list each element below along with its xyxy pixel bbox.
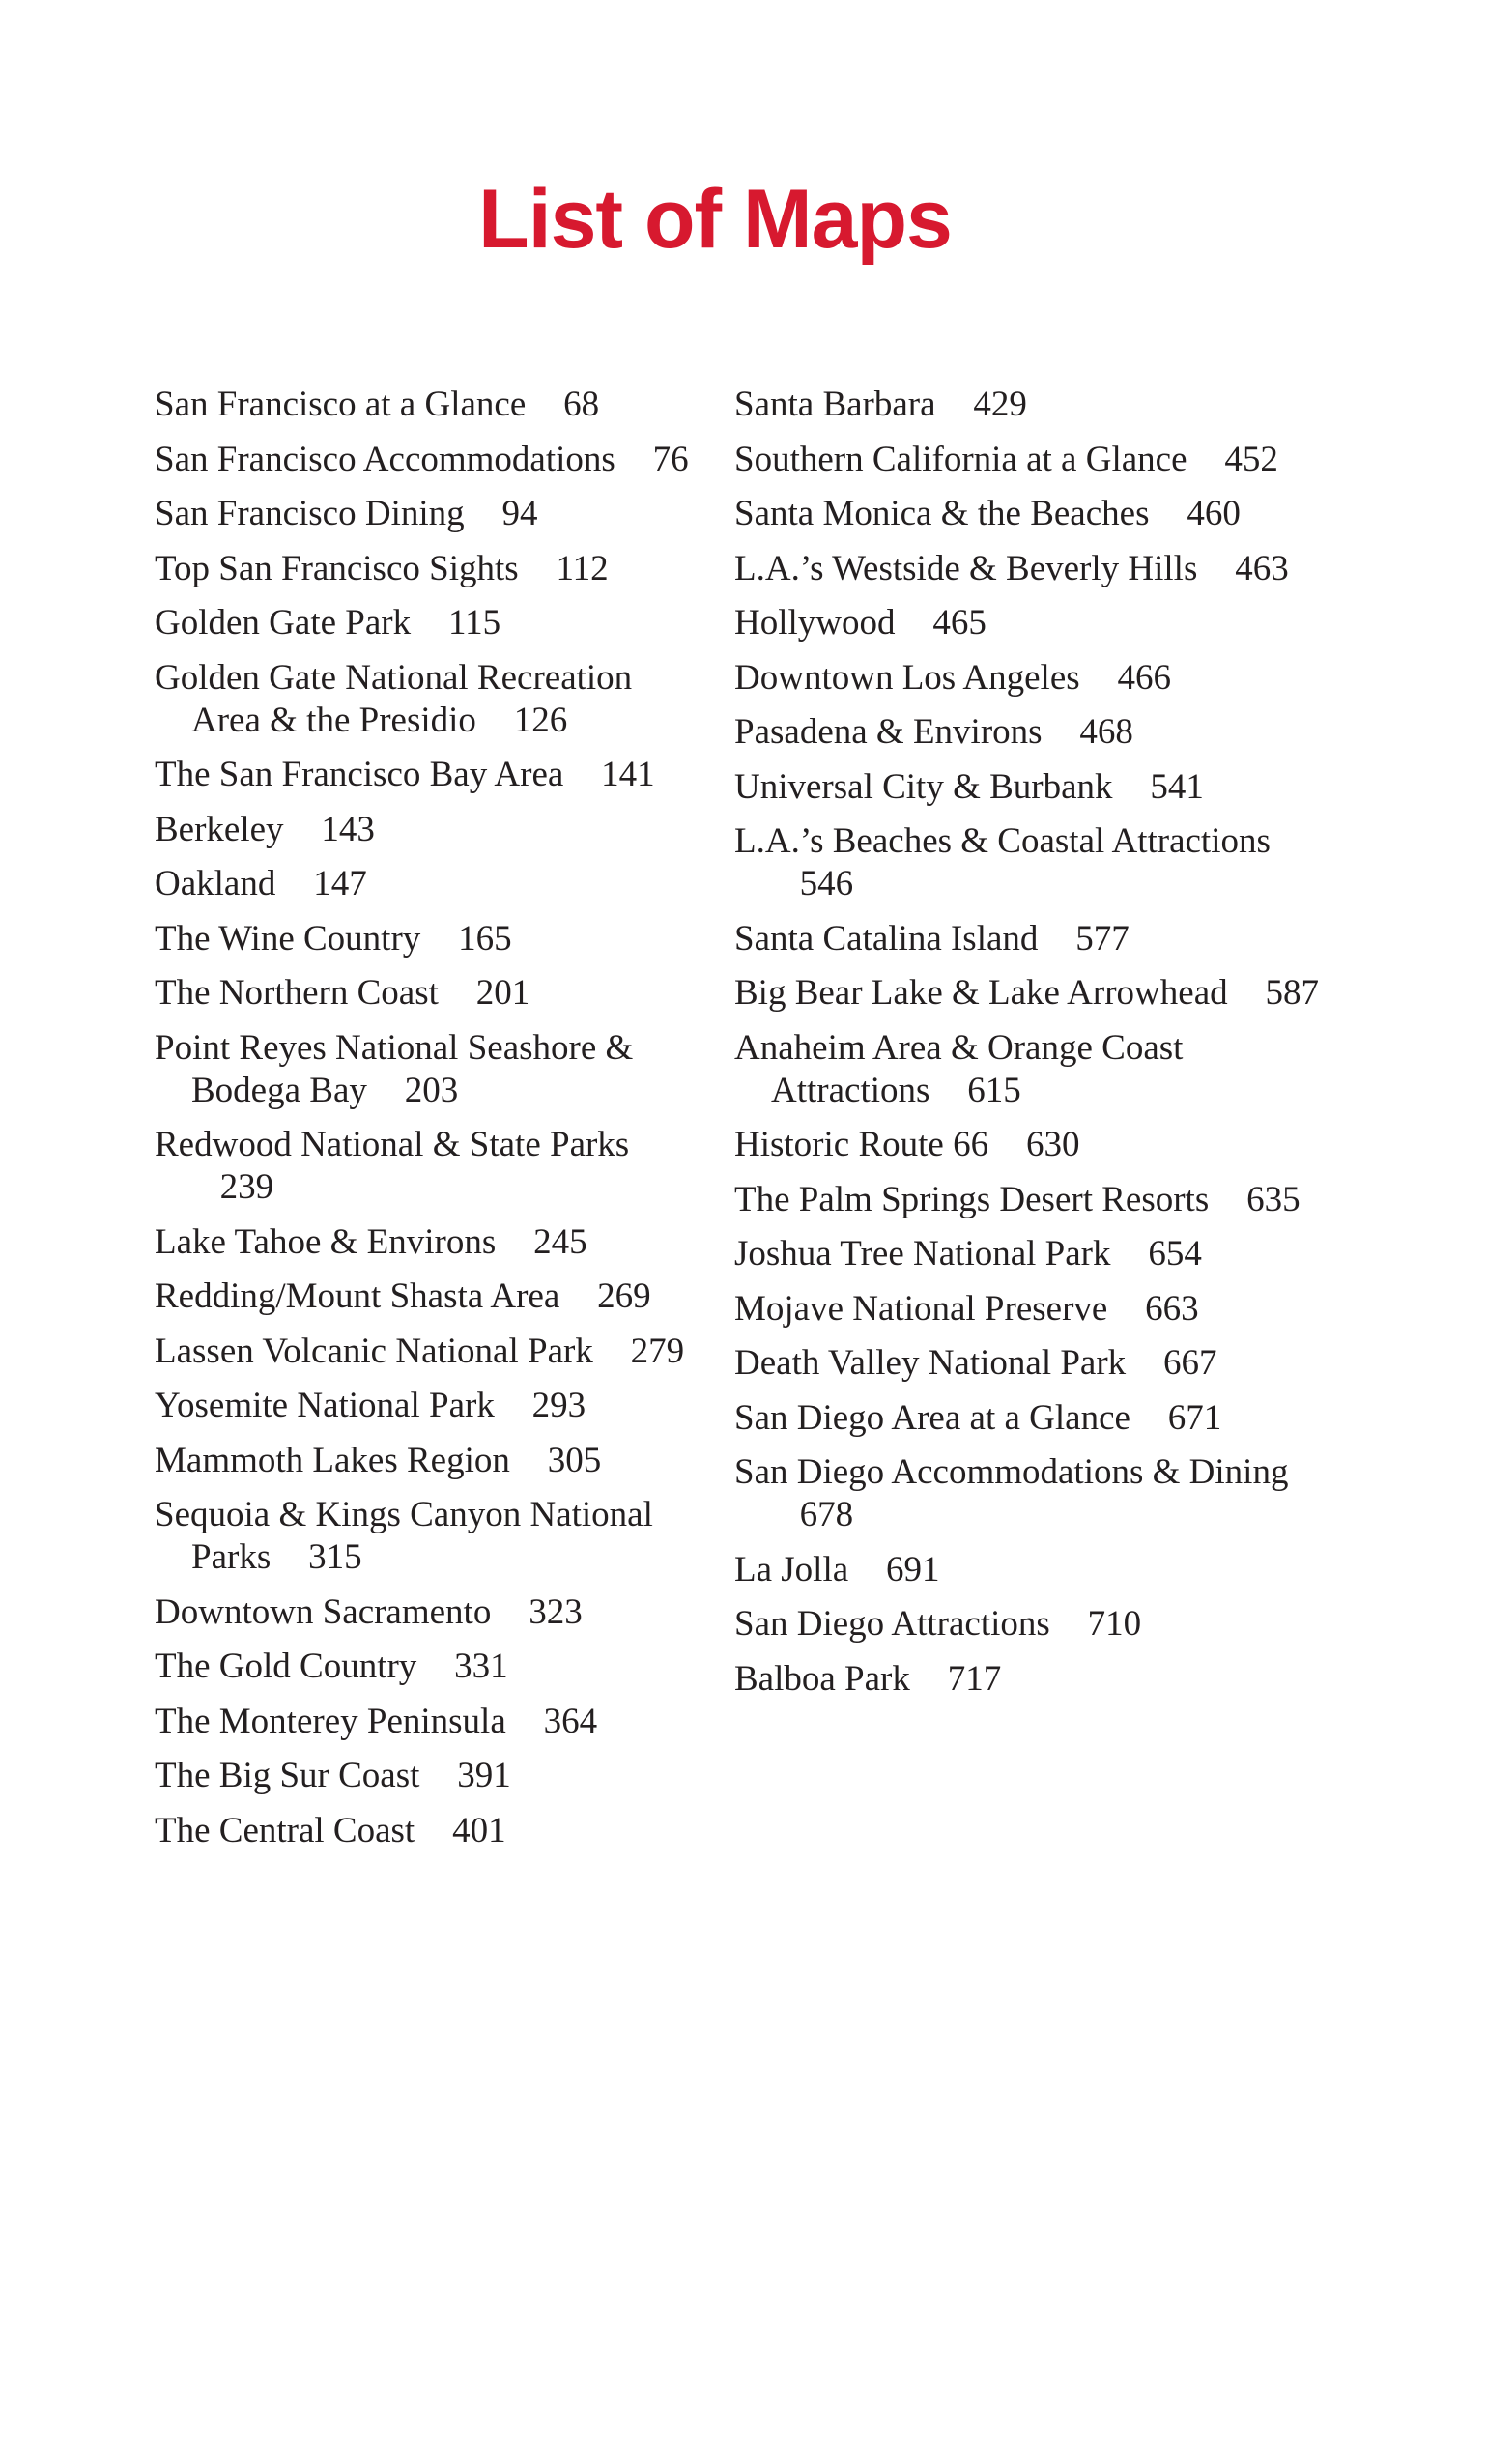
page-number: 615 xyxy=(967,1070,1021,1110)
map-title: Santa Barbara xyxy=(734,385,936,424)
map-title: Redding/Mount Shasta Area xyxy=(155,1276,560,1316)
map-list-entry xyxy=(155,1755,696,1797)
map-list-entry xyxy=(155,863,696,905)
map-list-entry xyxy=(734,1549,1333,1591)
page-number: 671 xyxy=(1167,1397,1222,1438)
map-list-entry xyxy=(734,918,1333,960)
page-number: 460 xyxy=(1187,494,1241,533)
page-number: 94 xyxy=(501,494,538,533)
page-number: 635 xyxy=(1246,1179,1301,1219)
page-number: 691 xyxy=(886,1549,940,1590)
map-list-entry xyxy=(155,809,696,851)
map-list-entry xyxy=(155,1494,696,1579)
page-number: 112 xyxy=(556,548,609,588)
map-title: La Jolla xyxy=(734,1549,849,1590)
page-number: 269 xyxy=(597,1276,651,1316)
page-number: 323 xyxy=(529,1591,583,1632)
page-number: 678 xyxy=(799,1495,854,1534)
page-number: 68 xyxy=(563,385,600,424)
map-list-entry xyxy=(155,1385,696,1427)
page-number: 203 xyxy=(404,1070,459,1110)
map-list-entry xyxy=(155,1701,696,1743)
map-title: Historic Route 66 xyxy=(734,1125,989,1164)
page-title: List of Maps xyxy=(478,173,952,266)
map-title: Berkeley xyxy=(155,809,284,849)
page-number: 126 xyxy=(513,700,568,740)
map-list-entry xyxy=(155,972,696,1015)
page-number: 245 xyxy=(533,1221,587,1262)
map-list-entry xyxy=(155,754,696,796)
map-title: L.A.’s Beaches & Coastal Attractions xyxy=(734,821,1271,861)
page-number: 452 xyxy=(1224,439,1278,479)
map-title: San Francisco at a Glance xyxy=(155,385,527,424)
map-list-entry xyxy=(734,766,1333,809)
page-number: 546 xyxy=(799,864,854,903)
map-list-right-column xyxy=(734,384,1333,1712)
page-number: 717 xyxy=(947,1658,1002,1699)
page-number: 468 xyxy=(1079,712,1133,752)
page-number: 667 xyxy=(1163,1343,1217,1383)
map-title: Downtown Sacramento xyxy=(155,1591,492,1632)
map-list-entry xyxy=(155,548,696,590)
map-list-entry xyxy=(155,918,696,960)
map-title: The Northern Coast xyxy=(155,973,439,1013)
map-title: Lassen Volcanic National Park xyxy=(155,1331,593,1371)
page-number: 541 xyxy=(1150,766,1204,807)
map-list-entry xyxy=(155,1027,696,1112)
map-title: The Wine Country xyxy=(155,918,421,959)
map-list-entry xyxy=(734,1397,1333,1440)
map-list-entry xyxy=(155,384,696,426)
map-list-entry xyxy=(734,972,1333,1015)
map-list-entry xyxy=(734,711,1333,754)
map-title: The Central Coast xyxy=(155,1810,415,1850)
map-title: Oakland xyxy=(155,864,276,903)
page-number: 305 xyxy=(547,1440,602,1480)
map-title: The Gold Country xyxy=(155,1647,417,1686)
map-title: Top San Francisco Sights xyxy=(155,548,519,588)
map-list-entry xyxy=(155,602,696,645)
map-title: Pasadena & Environs xyxy=(734,712,1043,752)
map-list-entry xyxy=(734,1288,1333,1331)
map-title: The San Francisco Bay Area xyxy=(155,755,564,794)
page-number: 577 xyxy=(1075,918,1130,959)
page-number: 141 xyxy=(601,755,655,794)
page-number: 401 xyxy=(452,1810,506,1850)
map-title: L.A.’s Westside & Beverly Hills xyxy=(734,548,1198,588)
map-list-entry xyxy=(155,439,696,481)
map-list-left-column xyxy=(155,384,696,1864)
page-number: 465 xyxy=(932,603,987,643)
map-list-entry xyxy=(734,820,1333,905)
map-list-entry xyxy=(734,1658,1333,1701)
map-list-entry xyxy=(734,1603,1333,1646)
map-title: San Francisco Dining xyxy=(155,494,465,533)
map-title: Yosemite National Park xyxy=(155,1386,495,1425)
map-title: San Diego Area at a Glance xyxy=(734,1397,1130,1438)
map-list-entry xyxy=(155,1591,696,1634)
map-list-entry xyxy=(734,1233,1333,1275)
map-title: San Diego Attractions xyxy=(734,1604,1050,1644)
map-title: The Big Sur Coast xyxy=(155,1756,420,1795)
map-list-entry xyxy=(155,1221,696,1264)
page-number: 279 xyxy=(630,1331,685,1371)
map-list-entry xyxy=(155,1440,696,1482)
page-number: 147 xyxy=(313,864,367,903)
map-list-entry xyxy=(155,1124,696,1209)
map-title: Sequoia & Kings Canyon National Parks xyxy=(155,1495,653,1577)
map-list-entry xyxy=(155,1646,696,1688)
page-number: 630 xyxy=(1025,1125,1080,1164)
map-title: Redwood National & State Parks xyxy=(155,1125,630,1164)
map-title: Santa Monica & the Beaches xyxy=(734,494,1150,533)
page-number: 654 xyxy=(1148,1234,1202,1274)
page-number: 115 xyxy=(447,603,501,643)
map-list-entry xyxy=(155,1810,696,1852)
map-list-entry xyxy=(734,1451,1333,1536)
page-number: 331 xyxy=(454,1647,508,1686)
map-list-entry xyxy=(734,1342,1333,1385)
page-number: 76 xyxy=(652,439,689,479)
page-number: 364 xyxy=(543,1701,598,1741)
page-number: 293 xyxy=(531,1386,586,1425)
page-number: 587 xyxy=(1265,973,1319,1013)
map-title: The Palm Springs Desert Resorts xyxy=(734,1179,1210,1219)
map-title: Golden Gate Park xyxy=(155,603,412,643)
map-list-entry xyxy=(734,657,1333,700)
map-list-entry xyxy=(734,439,1333,481)
map-title: Balboa Park xyxy=(734,1658,910,1699)
map-list-entry xyxy=(155,657,696,742)
map-title: Hollywood xyxy=(734,603,896,643)
map-title: Joshua Tree National Park xyxy=(734,1234,1111,1274)
map-title: The Monterey Peninsula xyxy=(155,1701,506,1741)
page-number: 710 xyxy=(1087,1604,1142,1644)
map-title: Big Bear Lake & Lake Arrowhead xyxy=(734,973,1228,1013)
map-list-entry xyxy=(155,1275,696,1318)
map-title: Southern California at a Glance xyxy=(734,439,1187,479)
page-number: 429 xyxy=(973,385,1027,424)
page-number: 466 xyxy=(1117,657,1171,698)
page-number: 239 xyxy=(219,1167,274,1207)
map-list-entry xyxy=(155,1331,696,1373)
map-title: Universal City & Burbank xyxy=(734,766,1113,807)
page-number: 201 xyxy=(475,973,530,1013)
map-title: Anaheim Area & Orange Coast Attractions xyxy=(734,1027,1184,1110)
page-number: 391 xyxy=(457,1756,511,1795)
map-list-entry xyxy=(734,1027,1333,1112)
map-title: Death Valley National Park xyxy=(734,1343,1127,1383)
page-number: 663 xyxy=(1145,1288,1199,1329)
map-title: Point Reyes National Seashore & Bodega Bay xyxy=(155,1027,634,1110)
map-list-entry xyxy=(155,493,696,535)
map-list-entry xyxy=(734,602,1333,645)
map-list-entry xyxy=(734,1124,1333,1166)
map-title: Lake Tahoe & Environs xyxy=(155,1221,497,1262)
map-title: Santa Catalina Island xyxy=(734,918,1039,959)
map-list-entry xyxy=(734,548,1333,590)
page-number: 463 xyxy=(1235,548,1289,588)
map-title: Mammoth Lakes Region xyxy=(155,1440,510,1480)
map-list-entry xyxy=(734,493,1333,535)
map-title: Downtown Los Angeles xyxy=(734,657,1080,698)
page-number: 165 xyxy=(458,918,512,959)
map-list-entry xyxy=(734,384,1333,426)
page-number: 315 xyxy=(308,1537,362,1577)
page-number: 143 xyxy=(321,809,375,849)
map-list-entry xyxy=(734,1179,1333,1221)
map-title: Golden Gate National Recreation Area & the Presidio xyxy=(155,657,633,740)
map-title: Mojave National Preserve xyxy=(734,1288,1108,1329)
map-title: San Diego Accommodations & Dining xyxy=(734,1452,1289,1492)
map-title: San Francisco Accommodations xyxy=(155,439,615,479)
